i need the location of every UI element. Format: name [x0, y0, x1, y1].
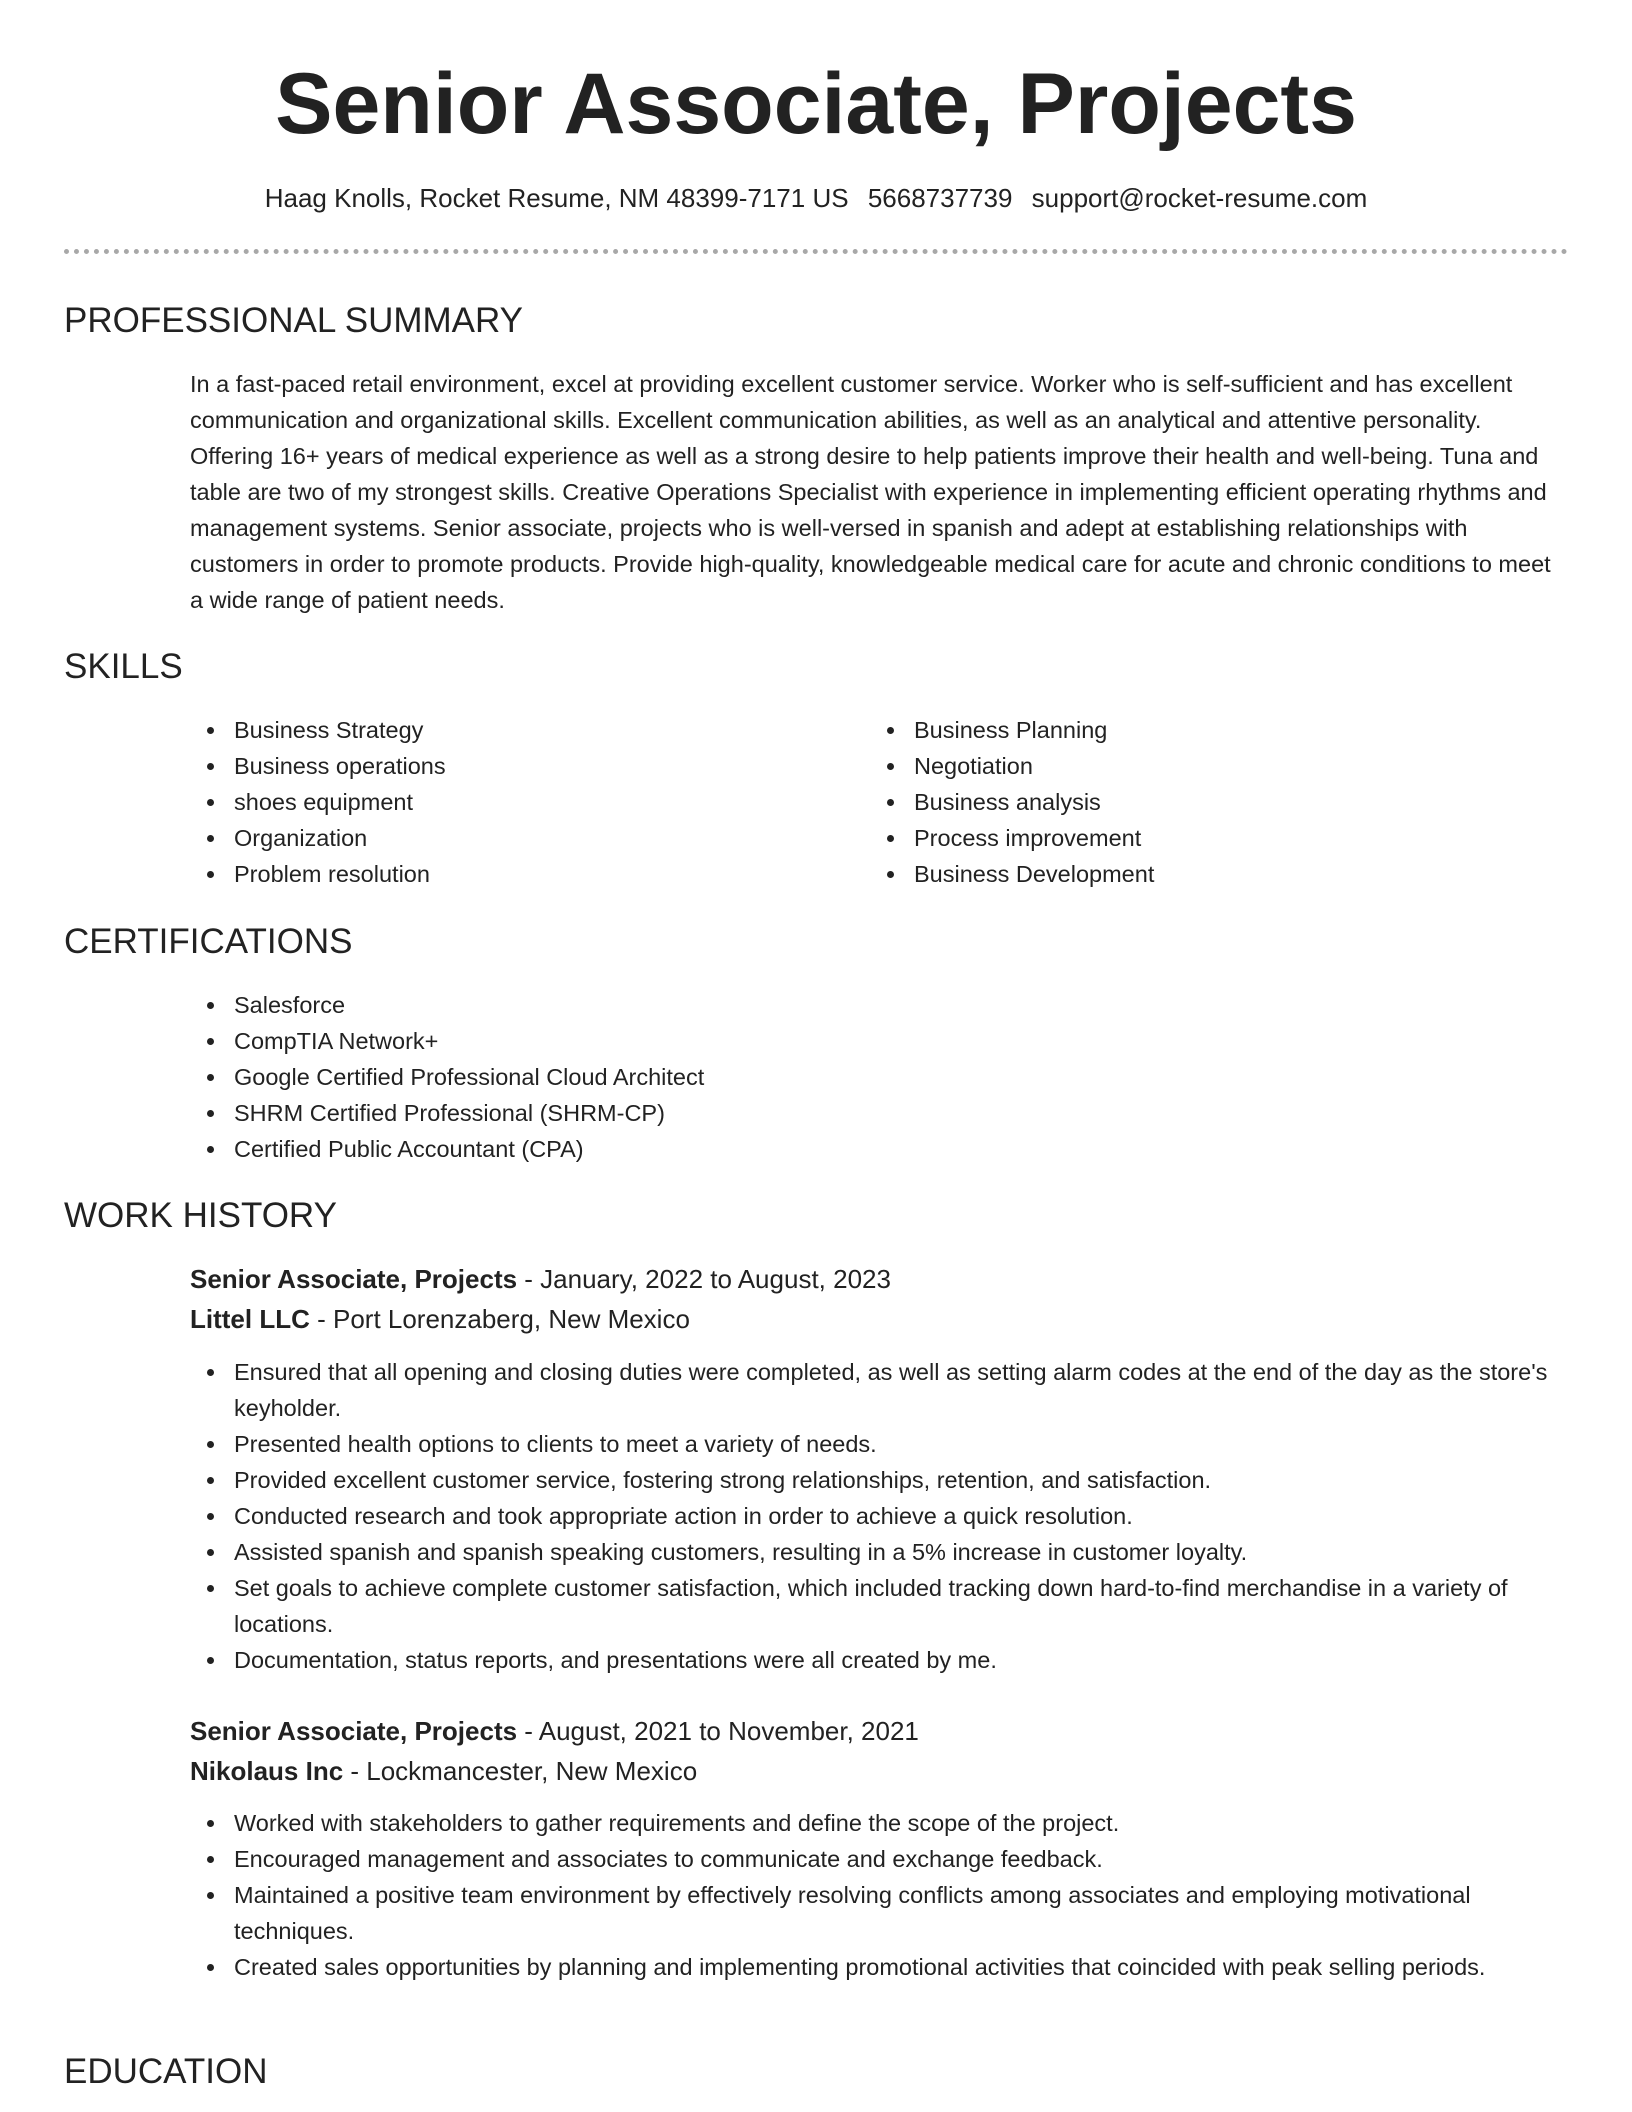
summary-text: In a fast-paced retail environment, excel at providing excellent customer service. Worker who is self-sufficient and has excellent communication and organizational skills. Excellent communication abilities, as well as an analytical and attentive personality. Offering 16+ years of medical experience as well as a strong desire to help patients improve their health and well-being. Tuna and table are two of my strongest skills. Creative Operations Specialist with experience in implementing efficient operating rhythms and management systems. Senior associate, projects who is well-versed in spanish and adept at establishing relationships with customers in order to promote products. Provide high-quality, knowledgeable medical care for acute and chronic conditions to meet a wide range of patient needs.	[190, 371, 1551, 613]
list-item: Salesforce	[190, 987, 1190, 1023]
list-item: Problem resolution	[190, 856, 830, 892]
list-item: Worked with stakeholders to gather requirements and define the scope of the project.	[190, 1805, 1568, 1841]
list-item: Process improvement	[870, 820, 1510, 856]
resume-title: Senior Associate, Projects	[275, 56, 1357, 152]
job-2-company-line	[190, 1752, 697, 1790]
list-item: Certified Public Accountant (CPA)	[190, 1131, 1190, 1167]
list-item: Assisted spanish and spanish speaking customers, resulting in a 5% increase in customer loyalty.	[190, 1534, 1568, 1570]
list-item: shoes equipment	[190, 784, 830, 820]
job-1-company-line	[190, 1300, 690, 1338]
list-item: Organization	[190, 820, 830, 856]
list-item: Business operations	[190, 748, 830, 784]
header-divider	[64, 249, 1568, 254]
skills-list-right	[870, 712, 1510, 892]
list-item: Provided excellent customer service, fostering strong relationships, retention, and satisfaction.	[190, 1462, 1568, 1498]
certifications-heading: CERTIFICATIONS	[64, 922, 353, 961]
list-item: Set goals to achieve complete customer satisfaction, which included tracking down hard-to-find merchandise in a variety of locations.	[190, 1570, 1568, 1642]
list-item: Conducted research and took appropriate action in order to achieve a quick resolution.	[190, 1498, 1568, 1534]
job-1-title-line	[190, 1260, 891, 1298]
work-history-heading: WORK HISTORY	[64, 1196, 337, 1235]
list-item: Created sales opportunities by planning and implementing promotional activities that coincided with peak selling periods.	[190, 1949, 1568, 1985]
job-dates: - January, 2022 to August, 2023	[517, 1264, 891, 1294]
company-location: - Lockmancester, New Mexico	[343, 1756, 698, 1786]
list-item: Business Strategy	[190, 712, 830, 748]
job-1-bullets	[190, 1354, 1568, 1678]
job-dates: - August, 2021 to November, 2021	[517, 1716, 919, 1746]
list-item: Business Planning	[870, 712, 1510, 748]
company-location: - Port Lorenzaberg, New Mexico	[309, 1304, 690, 1334]
list-item: Business analysis	[870, 784, 1510, 820]
list-item: Business Development	[870, 856, 1510, 892]
list-item: Google Certified Professional Cloud Architect	[190, 1059, 1190, 1095]
company-name: Nikolaus Inc	[190, 1756, 344, 1786]
company-name: Littel LLC	[190, 1304, 310, 1334]
list-item: Negotiation	[870, 748, 1510, 784]
contact-email: support@rocket-resume.com	[1031, 183, 1368, 213]
summary-heading: PROFESSIONAL SUMMARY	[64, 301, 523, 340]
list-item: Presented health options to clients to meet a variety of needs.	[190, 1426, 1568, 1462]
list-item: Encouraged management and associates to communicate and exchange feedback.	[190, 1841, 1568, 1877]
skills-heading: SKILLS	[64, 647, 183, 686]
list-item: Maintained a positive team environment by effectively resolving conflicts among associates and employing motivational techniques.	[190, 1877, 1568, 1949]
list-item: Documentation, status reports, and presentations were all created by me.	[190, 1642, 1568, 1678]
contact-line	[64, 180, 1568, 216]
job-title: Senior Associate, Projects	[190, 1264, 518, 1294]
job-2-bullets	[190, 1805, 1568, 1985]
list-item: SHRM Certified Professional (SHRM-CP)	[190, 1095, 1190, 1131]
certifications-list	[190, 987, 1190, 1167]
list-item: Ensured that all opening and closing duties were completed, as well as setting alarm codes at the end of the day as the store's keyholder.	[190, 1354, 1568, 1426]
job-2-title-line	[190, 1712, 919, 1750]
contact-address: Haag Knolls, Rocket Resume, NM 48399-7171 US	[264, 183, 849, 213]
skills-list-left	[190, 712, 830, 892]
education-heading: EDUCATION	[64, 2052, 268, 2091]
job-title: Senior Associate, Projects	[190, 1716, 518, 1746]
contact-phone: 5668737739	[867, 183, 1013, 213]
list-item: CompTIA Network+	[190, 1023, 1190, 1059]
